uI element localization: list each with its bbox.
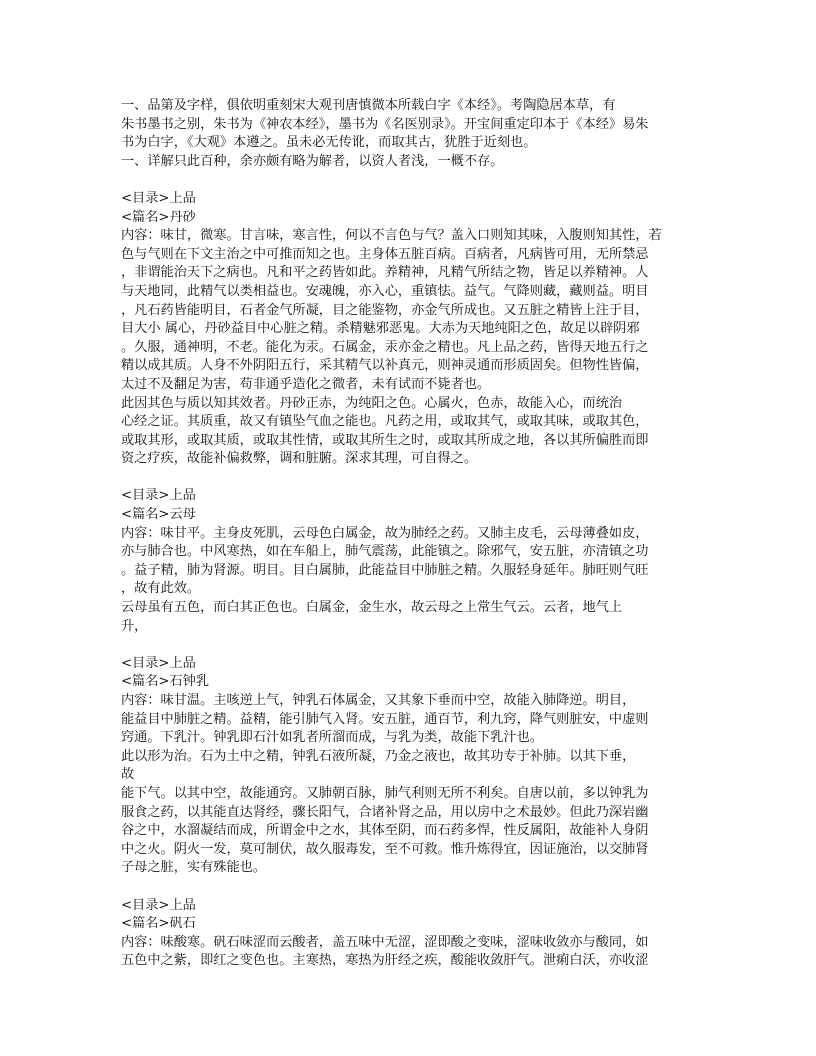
entry-line: 能下气。以其中空，故能通窍。又肺朝百脉，肺气利则无所不利矣。自唐以前，多以钟乳为 <box>121 785 649 801</box>
entry-line: 此以形为治。石为土中之精，钟乳石液所凝，乃金之液也，故其功专于补肺。以其下垂， <box>121 748 636 764</box>
entry-line: 与天地同，此精气以类相益也。安魂魄，亦入心，重镇怯。益气。气降则藏，藏则益。明目 <box>121 283 649 299</box>
entry-dansha <box>121 190 711 469</box>
entry-yunmu <box>121 487 711 636</box>
preface-line: 书为白字，《大观》本遵之。虽未必无传讹，而取其古，犹胜于近刻也。 <box>121 135 537 151</box>
entry-catalog: <目录>上品 <box>121 488 196 504</box>
entry-line: 或取其形，或取其质，或取其性情，或取其所生之时，或取其所成之地，各以其所偏胜而即 <box>121 432 649 448</box>
entry-line: 。久服，通神明，不老。能化为汞。石属金，汞亦金之精也。凡上品之药，皆得天地五行之 <box>121 339 649 355</box>
spacer <box>121 636 711 655</box>
entry-line: 目大小 属心，丹砂益目中心脏之精。杀精魅邪恶鬼。大赤为天地纯阳之色，故足以辟阴邪 <box>121 321 640 337</box>
entry-line: 窍通。下乳汁。钟乳即石汁如乳者所溜而成，与乳为类，故能下乳汁也。 <box>121 730 543 746</box>
preface-line: 一、详解只此百种，余亦颇有略为解者，以资人者浅，一概不存。 <box>121 153 504 169</box>
entry-line: 精以成其质。人身不外阴阳五行，采其精气以补真元，则神灵通而形质固矣。但物性皆偏， <box>121 358 649 374</box>
entry-line: 云母虽有五色，而白其正色也。白属金，金生水，故云母之上常生气云。云者，地气上 <box>121 600 623 616</box>
spacer <box>121 878 711 897</box>
entry-title: <篇名>丹砂 <box>121 209 196 225</box>
entry-catalog: <目录>上品 <box>121 897 196 913</box>
entry-title: <篇名>云母 <box>121 507 196 523</box>
entry-line: 谷之中，水溜凝结而成，所谓金中之水，其体至阴，而石药多悍，性反属阳，故能补人身阴 <box>121 823 649 839</box>
entry-line: 故 <box>121 767 135 783</box>
entry-line: 五色中之紫，即红之变色也。主寒热，寒热为肝经之疾，酸能收敛肝气。泄痢白沃，亦收涩 <box>121 953 649 969</box>
spacer <box>121 171 711 190</box>
entry-title: <篇名>石钟乳 <box>121 674 210 690</box>
entry-line: 。益子精，肺为肾源。明目。目白属肺，此能益目中肺脏之精。久服轻身延年。肺旺则气旺 <box>121 562 649 578</box>
entry-title: <篇名>矾石 <box>121 916 196 932</box>
document-page <box>121 97 711 971</box>
preface-line: 朱书墨书之别，朱书为《神农本经》，墨书为《名医别录》。开宝间重定印本于《本经》易朱 <box>121 116 649 132</box>
entry-shizhongru <box>121 655 711 878</box>
preface-line: 一、品第及字样，俱依明重刻宋大观刊唐慎微本所载白字《本经》。考陶隐居本草，有 <box>121 98 616 113</box>
entry-line: 内容：味酸寒。矾石味涩而云酸者，盖五味中无涩，涩即酸之变味，涩味收敛亦与酸同，如 <box>121 934 649 950</box>
entry-catalog: <目录>上品 <box>121 655 196 671</box>
entry-line: 此因其色与质以知其效者。丹砂正赤，为纯阳之色。心属火，色赤，故能入心，而统治 <box>121 395 623 411</box>
entry-line: 内容：味甘，微寒。甘言味，寒言性，何以不言色与气？盖入口则知其味，入腹则知其性，若 <box>121 228 662 244</box>
entry-line: 亦与肺合也。中风寒热，如在车船上，肺气震荡，此能镇之。除邪气，安五脏，亦清镇之功 <box>121 544 649 560</box>
entry-fanshi <box>121 897 711 971</box>
entry-catalog: <目录>上品 <box>121 190 196 206</box>
entry-line: 资之疗疾，故能补偏救弊，调和脏腑。深求其理，可自得之。 <box>121 451 478 467</box>
entry-line: 服食之药，以其能直达肾经，骤长阳气，合诸补肾之品，用以房中之术最妙。但此乃深岩幽 <box>121 804 649 820</box>
entry-line: ，非谓能治天下之病也。凡和平之药皆如此。养精神，凡精气所结之物，皆足以养精神。人 <box>121 265 649 281</box>
entry-line: ，故有此效。 <box>121 581 201 597</box>
entry-line: ，凡石药皆能明目，石者金气所凝，目之能鉴物，亦金气所成也。又五脏之精皆上注于目， <box>121 302 649 318</box>
preface <box>121 97 711 171</box>
entry-line: 太过不及翻足为害，苟非通乎造化之微者，未有试而不毙者也。 <box>121 376 491 392</box>
entry-line: 能益目中肺脏之精。益精，能引肺气入肾。安五脏，通百节，利九窍，降气则脏安，中虚则 <box>121 711 649 727</box>
entry-line: 子母之脏，实有殊能也。 <box>121 860 267 876</box>
entry-line: 心经之证。其质重，故又有镇坠气血之能也。凡药之用，或取其气，或取其味，或取其色， <box>121 414 649 430</box>
entry-line: 内容：味甘温。主咳逆上气，钟乳石体属金，又其象下垂而中空，故能入肺降逆。明目， <box>121 693 636 708</box>
entry-line: 色与气则在下文主治之中可推而知之也。主身体五脏百病。百病者，凡病皆可用，无所禁忌 <box>121 246 649 262</box>
entry-line: 中之火。阴火一发，莫可制伏，故久服毒发，至不可救。惟升炼得宜，因证施治，以交肺肾 <box>121 841 649 857</box>
spacer <box>121 469 711 488</box>
entry-line: 内容：味甘平。主身皮死肌，云母色白属金，故为肺经之药。又肺主皮毛，云母薄叠如皮， <box>121 525 649 541</box>
entry-line: 升， <box>121 618 148 634</box>
